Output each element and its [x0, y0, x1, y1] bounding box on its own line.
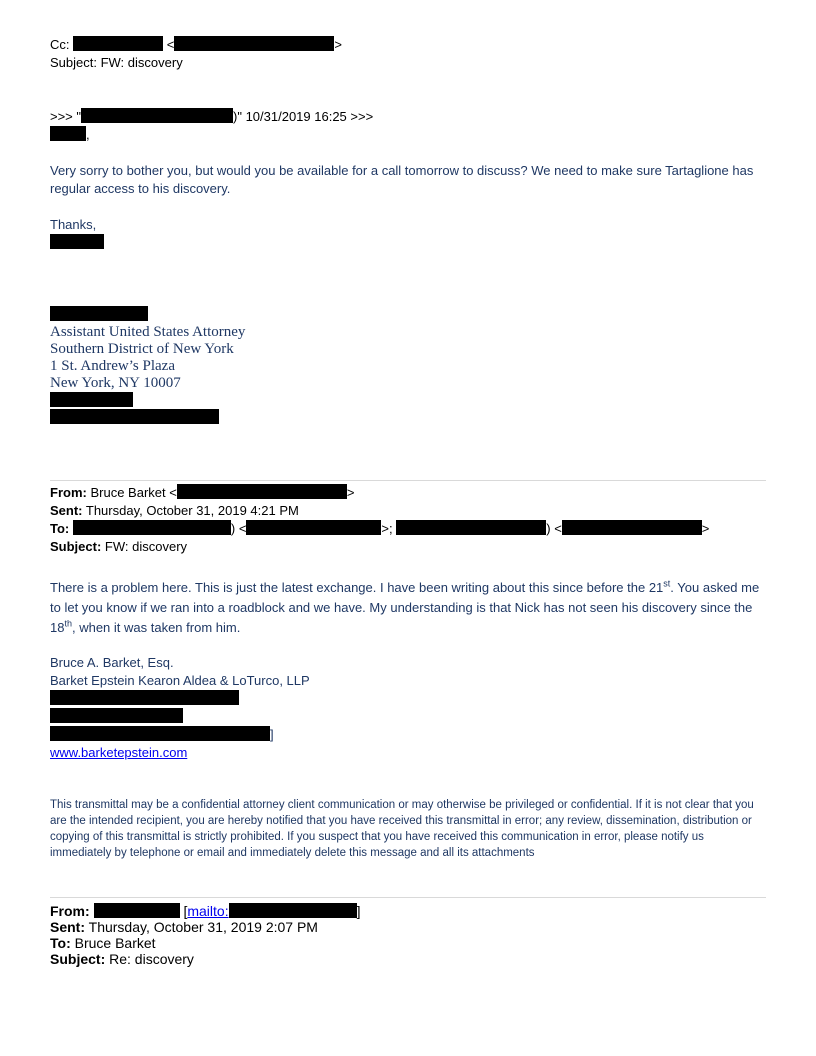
- to-line-3: To: Bruce Barket: [50, 935, 156, 951]
- redaction: [50, 409, 219, 427]
- redaction: [177, 484, 347, 499]
- redaction: [229, 903, 357, 918]
- greeting-line: ,: [50, 126, 90, 144]
- mailto-link[interactable]: mailto:: [187, 903, 229, 919]
- redaction: [50, 690, 239, 708]
- subject-line: Subject: FW: discovery: [50, 55, 183, 70]
- website-link[interactable]: www.barketepstein.com: [50, 745, 188, 760]
- forward-header: >>> " )" 10/31/2019 16:25 >>>: [50, 109, 374, 124]
- divider: [50, 897, 766, 898]
- message-body-2: There is a problem here. This is just the latest exchange. I have been writing about this since before the 21st. You asked me to let you know if we ran into a roadblock and we have. My understanding is that Nick has not seen his discovery since the 18th, when it was taken from him.: [50, 578, 760, 635]
- divider: [50, 480, 766, 481]
- signer-name-redaction: [50, 306, 148, 324]
- redaction: ]: [50, 726, 274, 744]
- redaction: [73, 36, 163, 51]
- redaction: [50, 708, 183, 726]
- sent-line-3: Sent: Thursday, October 31, 2019 2:07 PM: [50, 919, 318, 935]
- from-line: From: Bruce Barket < >: [50, 485, 355, 500]
- disclaimer: This transmittal may be a confidential attorney client communication or may otherwise be privileged or confidential. If it is not clear that you are the intended recipient, you are hereby notified that you have received this transmittal in error; any review, dissemination, distribution or copying of this transmittal is strictly prohibited. If you suspect that you have received this communication in error, please notify us immediately by telephone or email and immediately delete this message and all its attachments: [50, 799, 754, 859]
- cc-line: Cc: < >: [50, 37, 342, 52]
- sent-line: Sent: Thursday, October 31, 2019 4:21 PM: [50, 503, 299, 518]
- website-line: [50, 744, 187, 762]
- redaction: [94, 903, 180, 918]
- sig-name: Bruce A. Barket, Esq.: [50, 655, 174, 670]
- signer-redaction: [50, 234, 104, 252]
- redaction: [81, 108, 233, 123]
- signature-block: Assistant United States Attorney Southern District of New York 1 St. Andrew’s Plaza New York, NY 10007: [50, 324, 246, 391]
- redaction: [174, 36, 334, 51]
- redaction: [246, 520, 381, 535]
- subject-line-2: Subject: FW: discovery: [50, 539, 188, 554]
- redaction: [73, 520, 231, 535]
- subject-line-3: Subject: Re: discovery: [50, 951, 194, 967]
- redaction: [50, 392, 133, 410]
- redaction: [396, 520, 546, 535]
- redaction: [562, 520, 702, 535]
- to-line: To: ) < >; ) < >: [50, 521, 710, 536]
- sig-firm: Barket Epstein Kearon Aldea & LoTurco, LLP: [50, 673, 310, 688]
- redaction: [50, 126, 86, 141]
- closing: Thanks,: [50, 217, 97, 232]
- from-line-3: From: [mailto: ]: [50, 903, 361, 919]
- message-body: Very sorry to bother you, but would you be available for a call tomorrow to discuss? We need to make sure Tartaglione has regular access to his discovery.: [50, 163, 754, 196]
